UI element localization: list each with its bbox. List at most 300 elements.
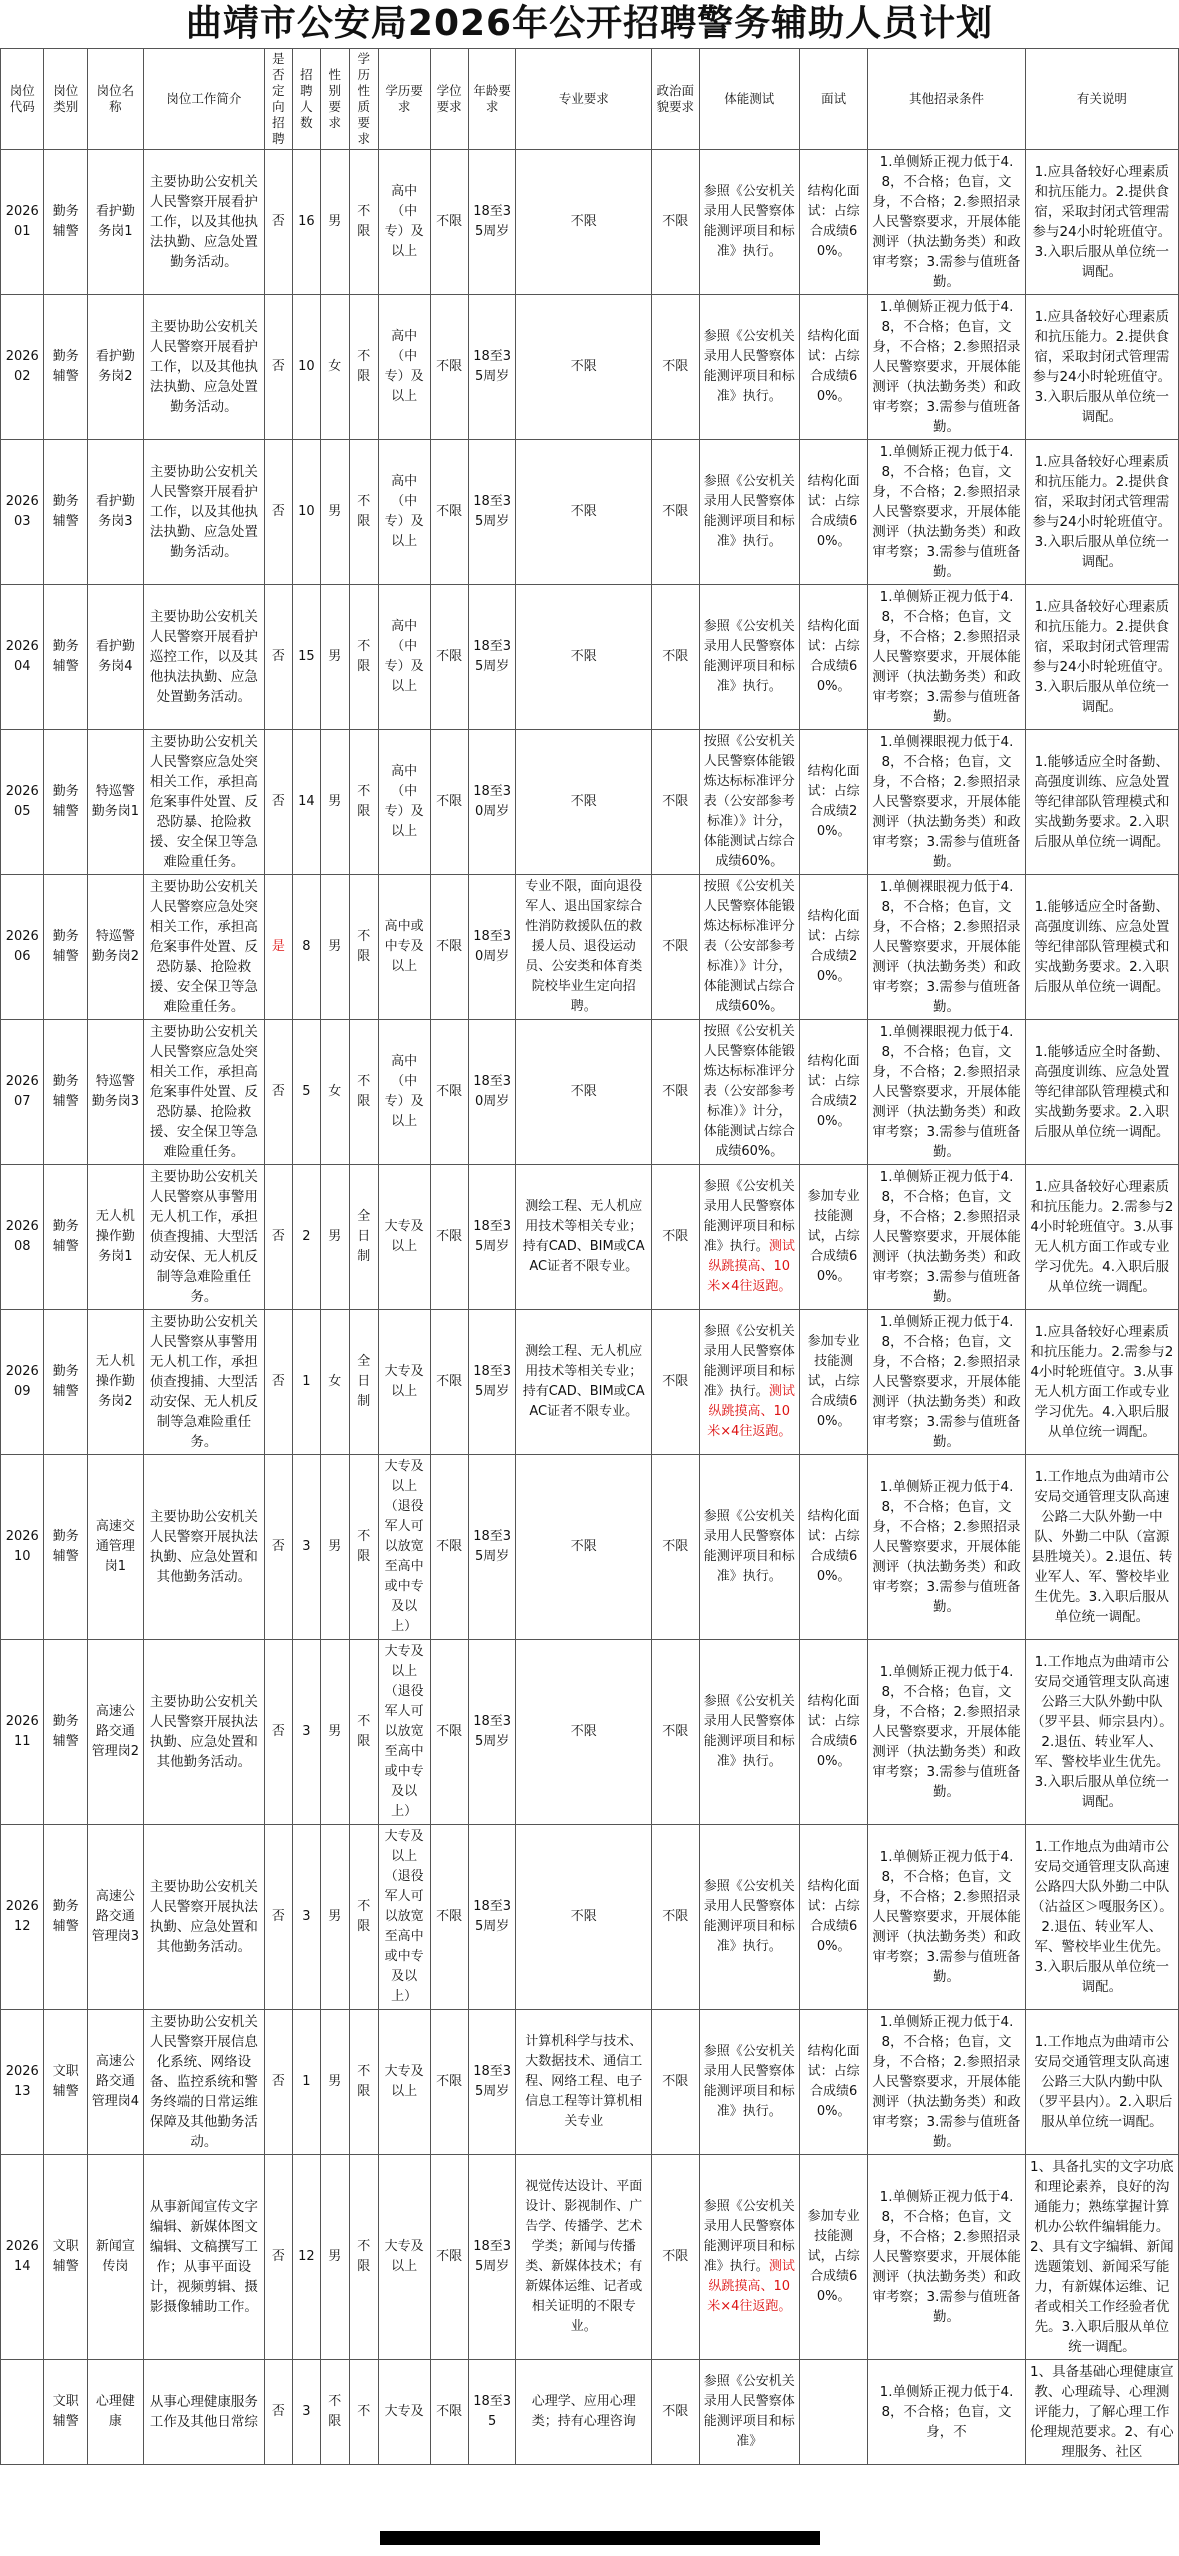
cell-cat <box>44 875 87 1020</box>
cell-text: 按照《公安机关人民警察体能锻炼达标标准评分表（公安部参考标准）》计分，体能测试占综合成绩60%。 <box>703 734 795 869</box>
cell-directed <box>264 730 292 875</box>
cell-other <box>868 1165 1025 1310</box>
cell-text: 1.单侧矫正视力低于4.8，不合格；色盲，文身，不合格；2.参照招录人民警察要求，开展体能测评（执法勤务类）和政审考察；3.需参与值班备勤。 <box>872 1664 1021 1800</box>
cell-edu <box>378 1310 430 1455</box>
cell-text: 专业不限，面向退役军人、退出国家综合性消防救援队伍的救援人员、退役运动员、公安类和体育类院校毕业生定向招聘。 <box>525 879 643 1014</box>
cell-text: 勤务辅警 <box>52 1529 79 1564</box>
cell-text: 是 <box>271 939 285 954</box>
cell-interview <box>800 2360 868 2465</box>
cell-fitness <box>699 440 799 585</box>
cell-degree <box>430 2360 468 2465</box>
cell-text: 大专及以上 <box>384 1364 424 1399</box>
cell-text: 202607 <box>5 1074 39 1109</box>
cell-notes <box>1025 2010 1178 2155</box>
column-header: 学历要求 <box>378 49 430 150</box>
cell-text: 男 <box>328 504 342 519</box>
cell-text: 不限 <box>662 1909 689 1924</box>
cell-text: 勤务辅警 <box>52 1219 79 1254</box>
column-header: 岗位代码 <box>1 49 44 150</box>
cell-edu-type <box>349 585 378 730</box>
cell-text: 否 <box>271 2404 285 2419</box>
cell-major <box>516 2360 652 2465</box>
cell-edu-type <box>349 1455 378 1640</box>
cell-name <box>87 585 143 730</box>
cell-politics <box>652 875 700 1020</box>
column-header: 其他招录条件 <box>868 49 1025 150</box>
cell-text: 18至35周岁 <box>473 1899 512 1934</box>
cell-text: 大专及以上 <box>384 2239 424 2274</box>
cell-text: 不限 <box>436 504 463 519</box>
cell-text: 主要协助公安机关人民警察开展执法执勤、应急处置和其他勤务活动。 <box>149 1509 258 1585</box>
cell-edu-type <box>349 2010 378 2155</box>
cell-text: 不限 <box>436 359 463 374</box>
cell-code <box>1 730 44 875</box>
cell-text: 主要协助公安机关人民警察应急处突相关工作，承担高危案事件处置、反恐防暴、抢险救援、安全保卫等急难险重任务。 <box>149 734 258 870</box>
cell-text: 不限 <box>662 1724 689 1739</box>
cell-text: 按照《公安机关人民警察体能锻炼达标标准评分表（公安部参考标准）》计分，体能测试占综合成绩60%。 <box>703 1024 795 1159</box>
cell-text: 心理学、应用心理类；持有心理咨询 <box>531 2394 636 2429</box>
cell-gender <box>320 1455 349 1640</box>
cell-politics <box>652 2155 700 2360</box>
cell-text: 勤务辅警 <box>52 784 79 819</box>
cell-text: 高中（中专）及以上 <box>384 619 424 694</box>
cell-text: 不限 <box>662 1229 689 1244</box>
cell-text: 18至35周岁 <box>473 204 512 239</box>
cell-interview <box>800 1455 868 1640</box>
cell-text: 勤务辅警 <box>52 204 79 239</box>
cell-name <box>87 1640 143 1825</box>
table-row <box>1 295 1179 440</box>
cell-text: 看护勤务岗4 <box>95 639 135 674</box>
cell-interview <box>800 440 868 585</box>
cell-text: 不限 <box>570 1909 597 1924</box>
cell-fitness <box>699 1455 799 1640</box>
cell-text: 勤务辅警 <box>52 1364 79 1399</box>
cell-text: 否 <box>271 2249 285 2264</box>
cell-edu-type <box>349 295 378 440</box>
cell-major <box>516 1455 652 1640</box>
cell-politics <box>652 1165 700 1310</box>
cell-politics <box>652 2010 700 2155</box>
cell-text: 高速公路交通管理岗3 <box>91 1889 140 1944</box>
cell-edu-type <box>349 1020 378 1165</box>
cell-text: 1.单侧矫正视力低于4.8，不合格；色盲，文身，不合格；2.参照招录人民警察要求，开展体能测评（执法勤务类）和政审考察；3.需参与值班备勤。 <box>872 1314 1021 1450</box>
cell-text: 高中或中专及以上 <box>384 919 424 974</box>
cell-text: 结构化面试：占综合成绩60%。 <box>807 2044 860 2119</box>
cell-text: 视觉传达设计、平面设计、影视制作、广告学、传播学、艺术学类；新闻与传播类、新媒体技术；有新媒体运维、记者或相关证明的不限专业。 <box>525 2179 643 2334</box>
cell-code <box>1 875 44 1020</box>
cell-text: 202608 <box>5 1219 39 1254</box>
cell-text: 参照《公安机关录用人民警察体能测评项目和标准》执行。 <box>703 2044 795 2119</box>
cell-text: 不限 <box>662 939 689 954</box>
cell-notes <box>1025 1640 1178 1825</box>
cell-age <box>468 730 516 875</box>
cell-text: 不限 <box>570 504 597 519</box>
cell-cat <box>44 730 87 875</box>
cell-text: 男 <box>328 794 342 809</box>
cell-text: 高中（中专）及以上 <box>384 329 424 404</box>
table-row <box>1 1640 1179 1825</box>
cell-major <box>516 875 652 1020</box>
cell-major <box>516 1165 652 1310</box>
cell-other <box>868 440 1025 585</box>
cell-text: 看护勤务岗1 <box>95 204 135 239</box>
cell-cat <box>44 1640 87 1825</box>
cell-text: 1.能够适应全时备勤、高强度训练、应急处置等纪律部队管理模式和实战勤务要求。2.入职后服从单位统一调配。 <box>1034 899 1170 995</box>
cell-text: 1.单侧矫正视力低于4.8，不合格；色盲，文身，不合格；2.参照招录人民警察要求，开展体能测评（执法勤务类）和政审考察；3.需参与值班备勤。 <box>872 2189 1021 2325</box>
cell-notes <box>1025 1310 1178 1455</box>
cell-age <box>468 150 516 295</box>
cell-text: 男 <box>328 1229 342 1244</box>
cell-text: 1.单侧裸眼视力低于4.8，不合格；色盲，文身，不合格；2.参照招录人民警察要求，开展体能测评（执法勤务类）和政审考察；3.需参与值班备勤。 <box>872 1024 1021 1160</box>
cell-text: 主要协助公安机关人民警察开展看护工作，以及其他执法执勤、应急处置勤务活动。 <box>149 319 258 415</box>
cell-text: 202609 <box>5 1364 39 1399</box>
cell-text: 从事新闻宣传文字编辑、新媒体图文编辑、文稿撰写工作；从事平面设计，视频剪辑、摄影摄像辅助工作。 <box>149 2199 258 2315</box>
cell-notes <box>1025 1455 1178 1640</box>
cell-edu-type <box>349 1640 378 1825</box>
cell-age <box>468 295 516 440</box>
cell-text: 202613 <box>5 2064 39 2099</box>
cell-degree <box>430 150 468 295</box>
cell-degree <box>430 1640 468 1825</box>
cell-directed <box>264 875 292 1020</box>
cell-text: 看护勤务岗3 <box>95 494 135 529</box>
cell-edu <box>378 730 430 875</box>
cell-text: 参照《公安机关录用人民警察体能测评项目和标准》执行。 <box>703 1694 795 1769</box>
cell-duty <box>143 2155 264 2360</box>
cell-name <box>87 2010 143 2155</box>
cell-interview <box>800 1165 868 1310</box>
cell-text: 18至35周岁 <box>473 1714 512 1749</box>
cell-text: 参照《公安机关录用人民警察体能测评项目和标准》执行。 <box>703 184 795 259</box>
cell-fitness <box>699 1020 799 1165</box>
cell-gender <box>320 585 349 730</box>
cell-duty <box>143 1825 264 2010</box>
cell-text: 202603 <box>5 494 39 529</box>
cell-text: 202611 <box>5 1714 39 1749</box>
table-row <box>1 2155 1179 2360</box>
cell-num <box>292 585 320 730</box>
cell-text: 1.工作地点为曲靖市公安局交通管理支队高速公路二大队外勤一中队、外勤二中队（富源县胜境关）。2.退伍、转业军人、军、警校毕业生优先。3.入职后服从单位统一调配。 <box>1031 1469 1173 1625</box>
cell-text: 勤务辅警 <box>52 1899 79 1934</box>
cell-age <box>468 585 516 730</box>
cell-cat <box>44 1310 87 1455</box>
cell-text: 2 <box>302 1229 311 1244</box>
cell-edu-type <box>349 1825 378 2010</box>
cell-text: 结构化面试：占综合成绩60%。 <box>807 474 860 549</box>
cell-degree <box>430 1020 468 1165</box>
column-header: 学位要求 <box>430 49 468 150</box>
cell-text: 8 <box>302 939 311 954</box>
cell-text: 男 <box>328 2074 342 2089</box>
cell-text: 不限 <box>357 494 371 529</box>
cell-age <box>468 875 516 1020</box>
cell-text: 18至35周岁 <box>473 639 512 674</box>
cell-fitness <box>699 2360 799 2465</box>
cell-fitness <box>699 1825 799 2010</box>
cell-interview <box>800 2155 868 2360</box>
cell-text: 结构化面试：占综合成绩60%。 <box>807 619 860 694</box>
cell-gender <box>320 2360 349 2465</box>
cell-text: 18至35周岁 <box>473 1219 512 1254</box>
cell-num <box>292 2010 320 2155</box>
cell-other <box>868 295 1025 440</box>
cell-edu-type <box>349 1310 378 1455</box>
cell-major <box>516 2010 652 2155</box>
cell-text: 1.应具备较好心理素质和抗压能力。2.需参与24小时轮班值守。3.从事无人机方面工作或专业学习优先。4.入职后服从单位统一调配。 <box>1030 1324 1174 1440</box>
cell-gender <box>320 1825 349 2010</box>
cell-politics <box>652 1310 700 1455</box>
cell-fitness <box>699 150 799 295</box>
cell-gender <box>320 150 349 295</box>
cell-text: 1.单侧矫正视力低于4.8，不合格；色盲，文身，不合格；2.参照招录人民警察要求，开展体能测评（执法勤务类）和政审考察；3.需参与值班备勤。 <box>872 1849 1021 1985</box>
cell-text: 18至35周岁 <box>473 349 512 384</box>
cell-text: 1 <box>302 2074 311 2089</box>
cell-num <box>292 1020 320 1165</box>
cell-degree <box>430 2010 468 2155</box>
cell-text: 结构化面试：占综合成绩60%。 <box>807 1694 860 1769</box>
cell-text: 18至30周岁 <box>473 784 512 819</box>
cell-text: 不限 <box>662 1539 689 1554</box>
cell-text: 不限 <box>436 1724 463 1739</box>
cell-cat <box>44 2360 87 2465</box>
column-header: 招聘人数 <box>292 49 320 150</box>
cell-duty <box>143 730 264 875</box>
column-header: 性别要求 <box>320 49 349 150</box>
cell-notes <box>1025 2155 1178 2360</box>
cell-text: 大专及以上 <box>384 1219 424 1254</box>
cell-name <box>87 440 143 585</box>
cell-directed <box>264 150 292 295</box>
cell-age <box>468 1020 516 1165</box>
cell-text: 主要协助公安机关人民警察开展看护巡控工作，以及其他执法执勤、应急处置勤务活动。 <box>149 609 258 705</box>
cell-politics <box>652 585 700 730</box>
cell-text: 3 <box>302 1539 311 1554</box>
cell-text: 3 <box>302 1909 311 1924</box>
cell-name <box>87 2360 143 2465</box>
cell-text: 高速公路交通管理岗4 <box>91 2054 140 2109</box>
cell-text: 202614 <box>5 2239 39 2274</box>
table-row <box>1 2010 1179 2155</box>
cell-text: 高中（中专）及以上 <box>384 474 424 549</box>
cell-duty <box>143 1310 264 1455</box>
cell-other <box>868 2155 1025 2360</box>
cell-text: 1.工作地点为曲靖市公安局交通管理支队高速公路三大队外勤中队（罗平县、师宗县内）。2.退伍、转业军人、军、警校毕业生优先。3.入职后服从单位统一调配。 <box>1030 1654 1173 1810</box>
cell-degree <box>430 1825 468 2010</box>
cell-name <box>87 1455 143 1640</box>
cell-text: 不限 <box>436 1084 463 1099</box>
cell-directed <box>264 2155 292 2360</box>
cell-other <box>868 2360 1025 2465</box>
redaction-bar <box>380 2531 820 2545</box>
cell-code <box>1 1020 44 1165</box>
cell-text: 1.应具备较好心理素质和抗压能力。2.提供食宿，采取封闭式管理需参与24小时轮班值守。3.入职后服从单位统一调配。 <box>1032 309 1172 425</box>
cell-text: 18至35周岁 <box>473 2239 512 2274</box>
cell-duty <box>143 1455 264 1640</box>
cell-text: 不限 <box>570 1539 597 1554</box>
cell-text: 14 <box>298 794 315 809</box>
cell-text: 主要协助公安机关人民警察应急处突相关工作，承担高危案事件处置、反恐防暴、抢险救援、安全保卫等急难险重任务。 <box>149 879 258 1015</box>
cell-other <box>868 585 1025 730</box>
cell-text: 否 <box>271 649 285 664</box>
cell-duty <box>143 1020 264 1165</box>
cell-code <box>1 1825 44 2010</box>
cell-major <box>516 2155 652 2360</box>
cell-name <box>87 295 143 440</box>
column-header: 是否定向招聘 <box>264 49 292 150</box>
cell-code <box>1 2155 44 2360</box>
cell-text: 无人机操作勤务岗1 <box>95 1209 135 1264</box>
cell-text: 不限 <box>328 2394 342 2429</box>
cell-text: 勤务辅警 <box>52 639 79 674</box>
cell-text: 高中（中专）及以上 <box>384 184 424 259</box>
cell-politics <box>652 1825 700 2010</box>
cell-text: 测绘工程、无人机应用技术等相关专业；持有CAD、BIM或CAAC证者不限专业。 <box>522 1344 645 1419</box>
cell-notes <box>1025 150 1178 295</box>
cell-age <box>468 1455 516 1640</box>
cell-politics <box>652 150 700 295</box>
cell-text: 结构化面试：占综合成绩60%。 <box>807 1879 860 1954</box>
cell-text: 1.工作地点为曲靖市公安局交通管理支队高速公路四大队外勤二中队（沾益区＞嘎服务区）。2.退伍、转业军人、军、警校毕业生优先。3.入职后服从单位统一调配。 <box>1030 1839 1173 1995</box>
cell-name <box>87 1310 143 1455</box>
cell-text: 18至35周岁 <box>473 494 512 529</box>
cell-code <box>1 1455 44 1640</box>
cell-text: 看护勤务岗2 <box>95 349 135 384</box>
cell-fitness <box>699 2010 799 2155</box>
cell-text: 1.单侧矫正视力低于4.8，不合格；色盲，文身，不合格；2.参照招录人民警察要求，开展体能测评（执法勤务类）和政审考察；3.需参与值班备勤。 <box>872 299 1021 435</box>
cell-age <box>468 1310 516 1455</box>
cell-age <box>468 1640 516 1825</box>
fitness-highlight: 测试纵跳摸高、10米×4往返跑。 <box>707 1239 795 1294</box>
cell-degree <box>430 585 468 730</box>
cell-fitness <box>699 295 799 440</box>
table-row <box>1 730 1179 875</box>
cell-text: 1、具备基础心理健康宣教、心理疏导、心理测评能力，了解心理工作伦理规范要求。2、有心理服务、社区 <box>1030 2364 1174 2460</box>
cell-text: 结构化面试：占综合成绩20%。 <box>807 1054 860 1129</box>
cell-text: 不 <box>357 2404 371 2419</box>
cell-politics <box>652 730 700 875</box>
cell-edu <box>378 1825 430 2010</box>
cell-num <box>292 295 320 440</box>
cell-text: 高速公路交通管理岗2 <box>91 1704 140 1759</box>
cell-age <box>468 2155 516 2360</box>
cell-other <box>868 1825 1025 2010</box>
cell-text: 不限 <box>436 2404 463 2419</box>
cell-code <box>1 295 44 440</box>
cell-other <box>868 875 1025 1020</box>
cell-text: 男 <box>328 1724 342 1739</box>
cell-text: 男 <box>328 1539 342 1554</box>
cell-num <box>292 1310 320 1455</box>
column-header: 专业要求 <box>516 49 652 150</box>
cell-code <box>1 1640 44 1825</box>
cell-text: 无人机操作勤务岗2 <box>95 1354 135 1409</box>
cell-directed <box>264 585 292 730</box>
cell-text: 1.单侧矫正视力低于4.8，不合格；色盲，文身，不合格；2.参照招录人民警察要求，开展体能测评（执法勤务类）和政审考察；3.需参与值班备勤。 <box>872 589 1021 725</box>
cell-text: 参照《公安机关录用人民警察体能测评项目和标准》执行。 <box>703 1509 795 1584</box>
cell-text: 1.单侧矫正视力低于4.8，不合格；色盲，文身，不合格；2.参照招录人民警察要求，开展体能测评（执法勤务类）和政审考察；3.需参与值班备勤。 <box>872 2014 1021 2150</box>
cell-text: 不限 <box>357 784 371 819</box>
cell-text: 不限 <box>436 1539 463 1554</box>
cell-cat <box>44 2010 87 2155</box>
cell-notes <box>1025 1825 1178 2010</box>
cell-directed <box>264 2360 292 2465</box>
cell-notes <box>1025 585 1178 730</box>
cell-age <box>468 1165 516 1310</box>
cell-gender <box>320 1020 349 1165</box>
cell-text: 主要协助公安机关人民警察开展看护工作，以及其他执法执勤、应急处置勤务活动。 <box>149 174 258 270</box>
cell-edu <box>378 1455 430 1640</box>
cell-text: 202610 <box>5 1529 39 1564</box>
cell-duty <box>143 1640 264 1825</box>
cell-text: 主要协助公安机关人民警察开展信息化系统、网络设备、监控系统和警务终端的日常运维保障及其他勤务活动。 <box>149 2014 258 2150</box>
cell-duty <box>143 1165 264 1310</box>
cell-text: 参照《公安机关录用人民警察体能测评项目和标准》执行。 <box>703 1324 795 1399</box>
table-row <box>1 150 1179 295</box>
cell-text: 参照《公安机关录用人民警察体能测评项目和标准》执行。 <box>703 619 795 694</box>
cell-notes <box>1025 440 1178 585</box>
cell-text: 参照《公安机关录用人民警察体能测评项目和标准》执行。 <box>703 329 795 404</box>
cell-code <box>1 1310 44 1455</box>
cell-text: 否 <box>271 1374 285 1389</box>
cell-edu <box>378 2360 430 2465</box>
table-row <box>1 1310 1179 1455</box>
cell-text: 不限 <box>357 639 371 674</box>
cell-edu <box>378 1640 430 1825</box>
cell-text: 特巡警勤务岗2 <box>91 929 140 964</box>
cell-text: 不限 <box>570 1724 597 1739</box>
cell-politics <box>652 1455 700 1640</box>
cell-text: 文职辅警 <box>52 2394 79 2429</box>
cell-text: 男 <box>328 939 342 954</box>
cell-notes <box>1025 295 1178 440</box>
cell-cat <box>44 295 87 440</box>
cell-code <box>1 585 44 730</box>
page-title: 曲靖市公安局2026年公开招聘警务辅助人员计划 <box>185 3 994 44</box>
cell-name <box>87 1825 143 2010</box>
cell-text: 全日制 <box>357 1209 371 1264</box>
table-row <box>1 1825 1179 2010</box>
cell-text: 勤务辅警 <box>52 1714 79 1749</box>
cell-text: 大专及以上（退役军人可以放宽至高中或中专及以上） <box>384 1829 424 2004</box>
cell-text: 12 <box>298 2249 315 2264</box>
column-header: 面试 <box>800 49 868 150</box>
cell-text: 1.应具备较好心理素质和抗压能力。2.提供食宿，采取封闭式管理需参与24小时轮班值守。3.入职后服从单位统一调配。 <box>1032 599 1172 715</box>
cell-text: 不限 <box>662 2404 689 2419</box>
cell-edu <box>378 585 430 730</box>
cell-text: 高中（中专）及以上 <box>384 764 424 839</box>
cell-age <box>468 2360 516 2465</box>
cell-directed <box>264 440 292 585</box>
cell-cat <box>44 1165 87 1310</box>
cell-text: 15 <box>298 649 315 664</box>
cell-age <box>468 2010 516 2155</box>
cell-gender <box>320 1165 349 1310</box>
cell-interview <box>800 730 868 875</box>
cell-code <box>1 1165 44 1310</box>
cell-degree <box>430 1455 468 1640</box>
cell-text: 大专及以上（退役军人可以放宽至高中或中专及以上） <box>384 1459 424 1634</box>
cell-num <box>292 730 320 875</box>
cell-text: 否 <box>271 504 285 519</box>
cell-text: 女 <box>328 1374 342 1389</box>
cell-text: 202604 <box>5 639 39 674</box>
cell-duty <box>143 585 264 730</box>
cell-text: 参加专业技能测试，占综合成绩60%。 <box>807 2209 860 2304</box>
cell-major <box>516 1310 652 1455</box>
cell-text: 否 <box>271 214 285 229</box>
cell-cat <box>44 1455 87 1640</box>
